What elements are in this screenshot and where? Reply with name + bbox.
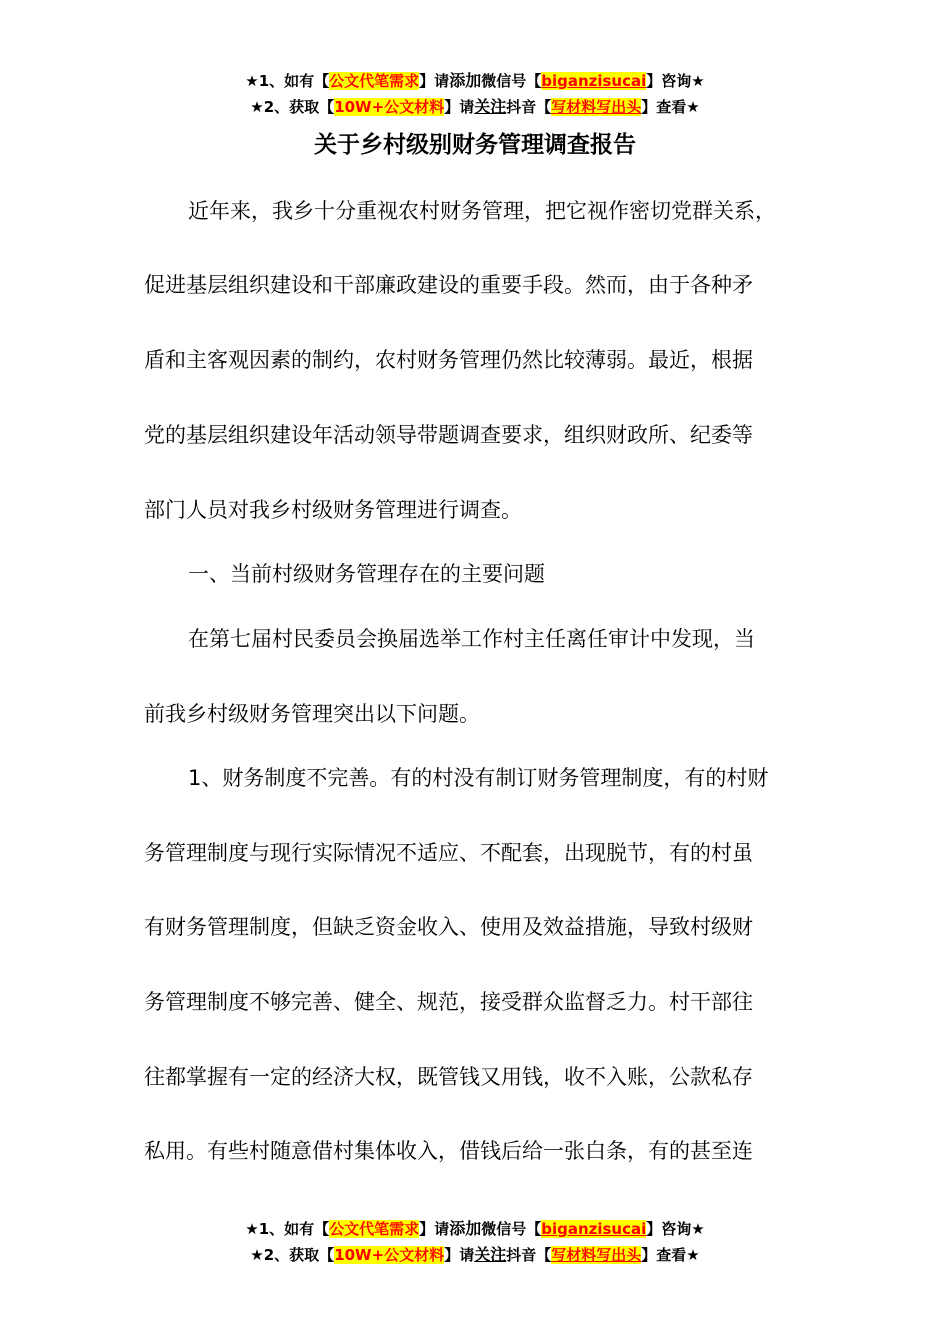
body-line: 促进基层组织建设和干部廉政建设的重要手段。然而，由于各种矛: [144, 273, 753, 297]
banner-text: ★2、获取【: [250, 1246, 335, 1264]
body-line: 党的基层组织建设年活动领导带题调查要求，组织财政所、纪委等: [144, 423, 753, 447]
banner-text: 微信号【: [481, 1220, 542, 1238]
banner-text: 抖音【: [506, 1246, 552, 1264]
banner-emphasis: 添加: [449, 1219, 482, 1238]
body-line: 部门人员对我乡村级财务管理进行调查。: [144, 498, 522, 522]
banner-text: 抖音【: [506, 98, 552, 116]
banner-wechat-id: biganzisucai: [541, 72, 647, 90]
banner-text: 】请: [419, 1220, 450, 1238]
body-line: 盾和主客观因素的制约，农村财务管理仍然比较薄弱。最近，根据: [144, 348, 753, 372]
banner-line-2: [0, 1242, 950, 1268]
body-line: 前我乡村级财务管理突出以下问题。: [144, 702, 480, 726]
banner-text: ★1、如有【: [245, 72, 330, 90]
body-line: 在第七届村民委员会换届选举工作村主任离任审计中发现，当: [188, 627, 755, 651]
body-line: 务管理制度不够完善、健全、规范，接受群众监督乏力。村干部往: [144, 990, 753, 1014]
body-line: 有财务管理制度，但缺乏资金收入、使用及效益措施，导致村级财: [144, 915, 753, 939]
banner-text: 】请: [444, 98, 475, 116]
banner-text: 】请: [419, 72, 450, 90]
banner-highlight: 10W+公文材料: [334, 98, 445, 116]
body-line: 私用。有些村随意借村集体收入，借钱后给一张白条，有的甚至连: [144, 1139, 753, 1163]
banner-highlight: 公文代笔需求: [329, 72, 420, 90]
banner-text: ★1、如有【: [245, 1220, 330, 1238]
banner-wechat-id: biganzisucai: [541, 1220, 647, 1238]
banner-douyin-id: 写材料写出头: [551, 98, 642, 116]
banner-highlight: 10W+公文材料: [334, 1246, 445, 1264]
banner-highlight: 公文代笔需求: [329, 1220, 420, 1238]
banner-emphasis: 添加: [449, 71, 482, 90]
banner-emphasis: 关注: [474, 1245, 507, 1264]
banner-line-1: [0, 1216, 950, 1242]
footer-banner: [0, 1216, 950, 1268]
banner-text: 微信号【: [481, 72, 542, 90]
banner-text: 】查看★: [641, 1246, 700, 1264]
banner-text: 】咨询★: [646, 1220, 705, 1238]
banner-douyin-id: 写材料写出头: [551, 1246, 642, 1264]
banner-text: 】咨询★: [646, 72, 705, 90]
banner-text: 】查看★: [641, 98, 700, 116]
banner-emphasis: 关注: [474, 97, 507, 116]
banner-line-1: [0, 68, 950, 94]
banner-text: 】请: [444, 1246, 475, 1264]
body-line: 1、财务制度不完善。有的村没有制订财务管理制度，有的村财: [188, 766, 769, 790]
body-line: 务管理制度与现行实际情况不适应、不配套，出现脱节，有的村虽: [144, 841, 753, 865]
body-line: 近年来，我乡十分重视农村财务管理，把它视作密切党群关系，: [188, 199, 776, 223]
header-banner: [0, 68, 950, 120]
banner-line-2: [0, 94, 950, 120]
body-line: 往都掌握有一定的经济大权，既管钱又用钱，收不入账，公款私存: [144, 1065, 753, 1089]
document-title: 关于乡村级别财务管理调查报告: [314, 132, 636, 158]
banner-text: ★2、获取【: [250, 98, 335, 116]
section-heading: 一、当前村级财务管理存在的主要问题: [188, 562, 545, 586]
